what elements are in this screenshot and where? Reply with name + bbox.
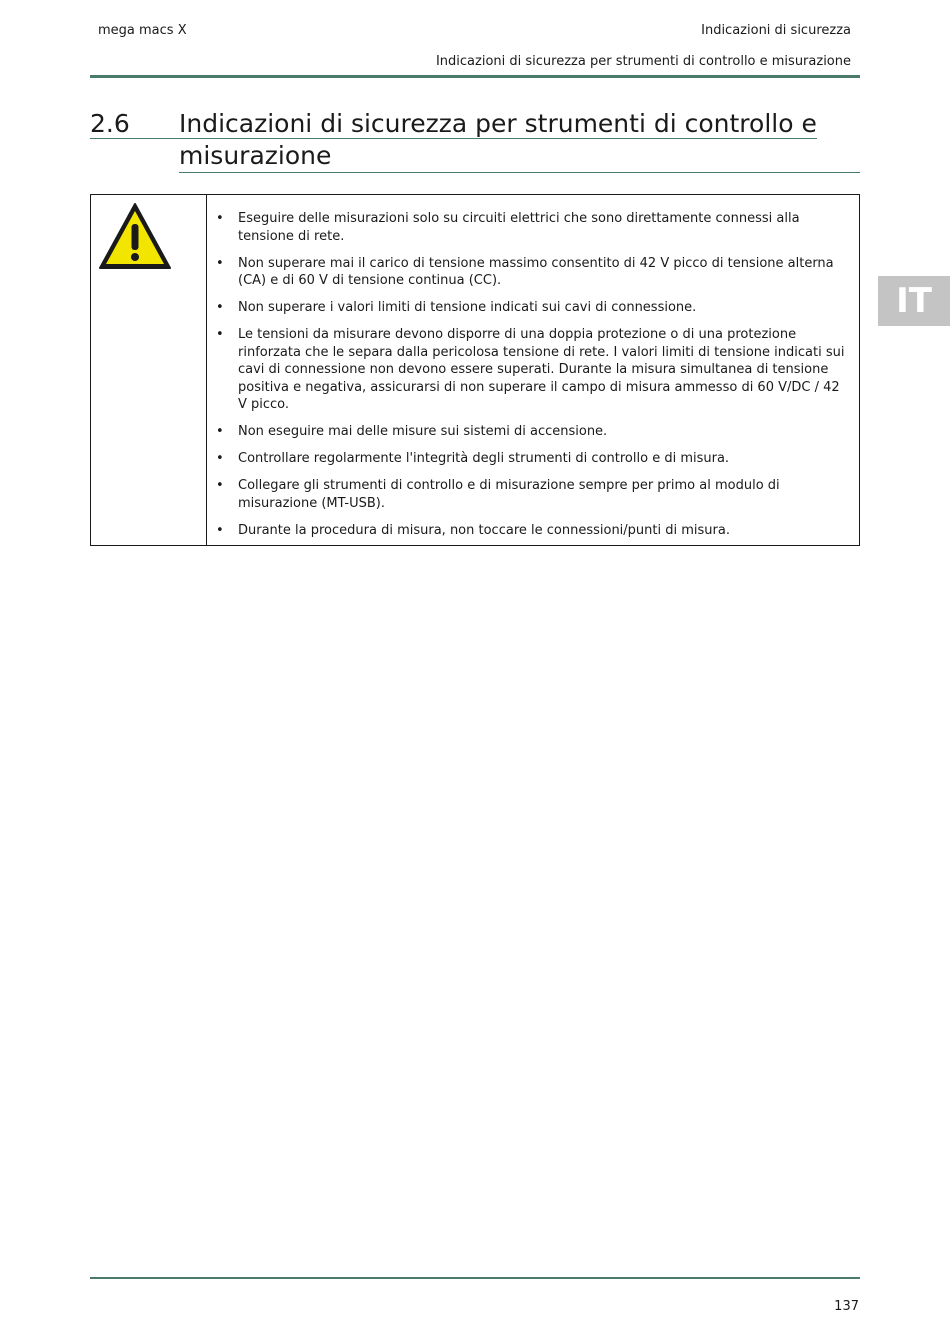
header-product-name: mega macs X (98, 23, 187, 38)
list-item: • Durante la procedura di misura, non toccare le connessioni/punti di misura. (216, 522, 848, 540)
list-item: • Controllare regolarmente l'integrità degli strumenti di controllo e di misura. (216, 450, 848, 468)
section-title (179, 108, 860, 173)
list-item: • Eseguire delle misurazioni solo su circuiti elettrici che sono direttamente connessi alla tensione di rete. (216, 210, 848, 245)
section-number-underline (90, 138, 180, 139)
page-number: 137 (834, 1299, 859, 1314)
header-divider (90, 75, 860, 78)
section-title-line-2: misurazione (179, 140, 860, 173)
list-item: • Non superare i valori limiti di tensione indicati sui cavi di connessione. (216, 299, 848, 317)
list-item: • Collegare gli strumenti di controllo e di misurazione sempre per primo al modulo di misurazione (MT-USB). (216, 477, 848, 512)
section-number: 2.6 (90, 109, 130, 138)
header-chapter: Indicazioni di sicurezza (701, 23, 851, 38)
warning-content-cell (207, 195, 859, 545)
language-tab: IT (878, 276, 950, 326)
footer-divider (90, 1277, 860, 1279)
warning-icon-cell (91, 195, 207, 545)
safety-notice-box (90, 194, 860, 546)
warning-triangle-icon (98, 202, 172, 270)
list-item: • Non eseguire mai delle misure sui sistemi di accensione. (216, 423, 848, 441)
list-item: • Non superare mai il carico di tensione massimo consentito di 42 V picco di tensione alterna (CA) e di 60 V di tensione continua (CC). (216, 255, 848, 290)
section-heading (90, 108, 860, 172)
header-subchapter: Indicazioni di sicurezza per strumenti di controllo e misurazione (435, 54, 851, 69)
section-title-line-1 (179, 108, 860, 140)
safety-instructions-list (216, 210, 848, 549)
section-title-line-1-text: Indicazioni di sicurezza per strumenti di controllo e (179, 109, 817, 138)
list-item: • Le tensioni da misurare devono disporre di una doppia protezione o di una protezione rinforzata che le separa dalla pericolosa tensione di rete. I valori limiti di tensione indicati sui cavi di connessione non devono essere superati. Durante la misura simultanea di tensione positiva e negativa, assicurarsi di non superare il campo di misura ammesso di 60 V/DC / 42 V picco. (216, 326, 848, 414)
